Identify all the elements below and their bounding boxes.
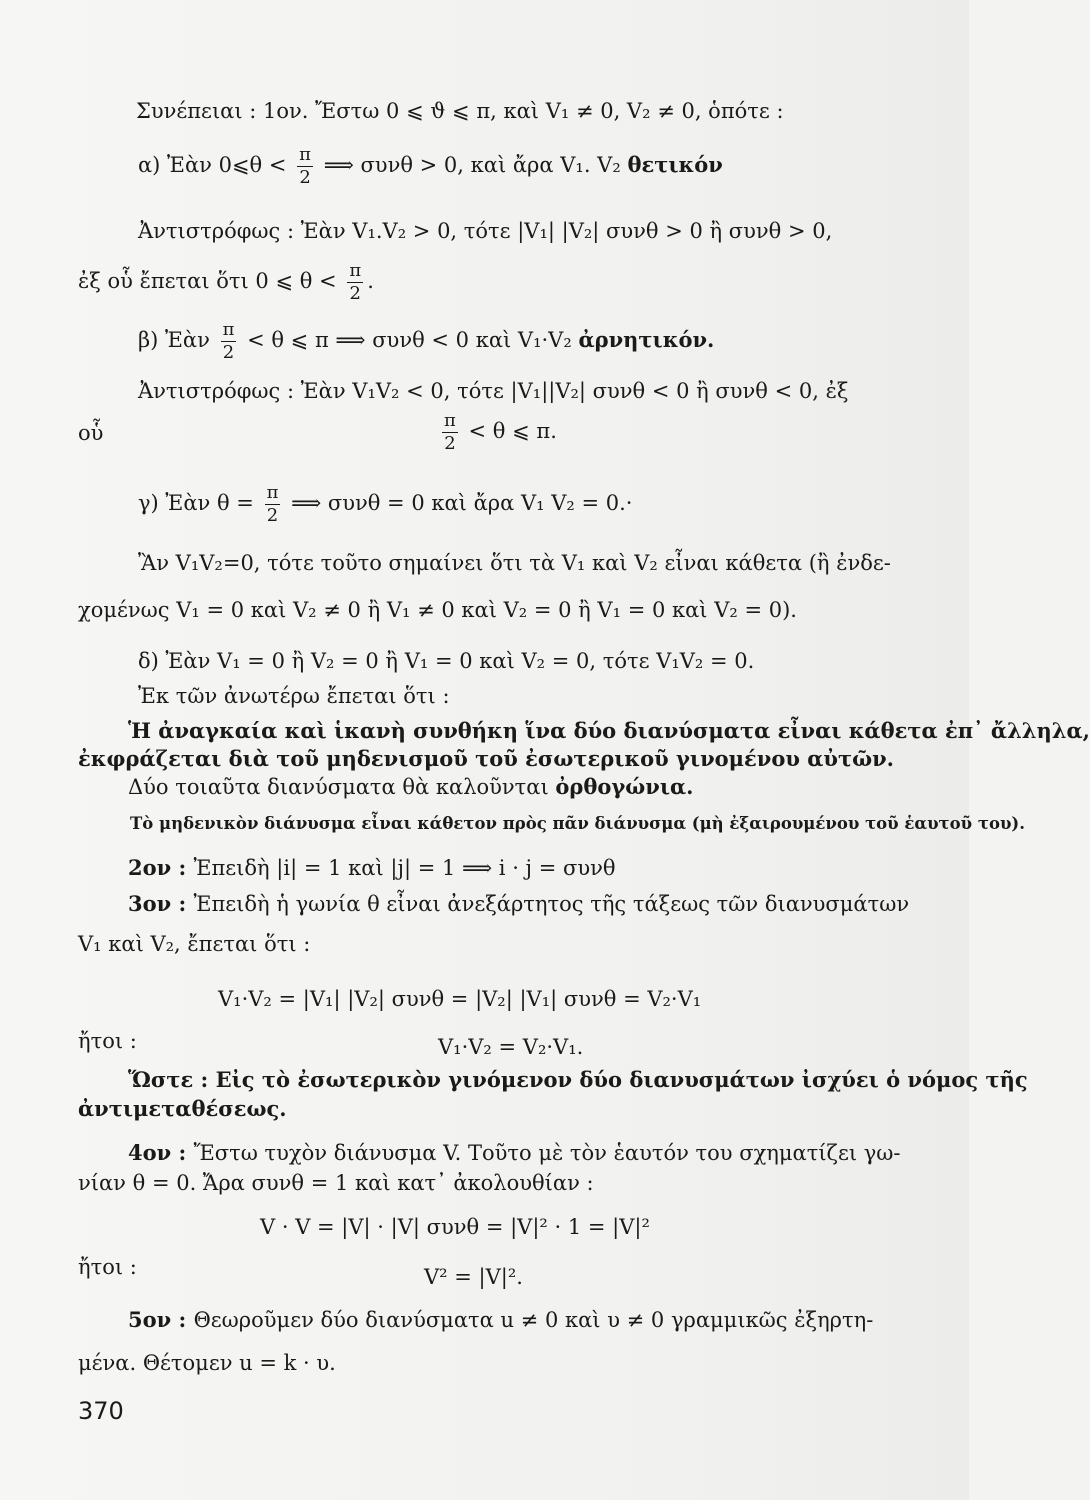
line-v1-v2 — [78, 931, 310, 957]
text-l02a: α) Ἐὰν 0⩽θ < — [138, 153, 287, 177]
text-l21b: V₁·V₂ = V₂·V₁. — [438, 1035, 584, 1059]
frac-num: π — [222, 319, 235, 340]
theorem-line-2 — [78, 746, 894, 772]
line-converse-2 — [138, 378, 848, 404]
frac-num: π — [444, 410, 456, 431]
fraction-pi-over-2 — [297, 146, 313, 187]
text-l24a: 4ον : — [128, 1140, 194, 1165]
fraction-pi-over-2 — [442, 412, 458, 453]
frac-den: 2 — [349, 283, 361, 304]
theorem-line-1 — [128, 718, 1090, 744]
text-l05c: ἀρνητικόν. — [578, 327, 715, 352]
text-l26: V · V = |V| · |V| συνθ = |V|² · 1 = |V|² — [260, 1215, 650, 1239]
text-l11: δ) Ἐὰν V₁ = 0 ἢ V₂ = 0 ἢ V₁ = 0 καὶ V₂ = 0, τότε V₁V₂ = 0. — [138, 649, 755, 673]
text-l28b: Θεωροῦμεν δύο διανύσματα u ≠ 0 καὶ υ ≠ 0 γραμμικῶς ἐξηρτη- — [193, 1308, 874, 1332]
line-case-delta — [138, 648, 754, 674]
line-hence — [128, 1067, 1028, 1093]
line-fifth — [128, 1307, 873, 1333]
line-possibly — [78, 597, 797, 623]
equation-commutative-2 — [438, 1034, 583, 1060]
line-that-is-2 — [78, 1254, 137, 1280]
frac-num: π — [266, 482, 279, 503]
page-number — [78, 1398, 124, 1424]
text-l25: νίαν θ = 0. Ἄρα συνθ = 1 καὶ κατ᾽ ἀκολουθίαν : — [78, 1171, 594, 1195]
line-from-above — [138, 683, 450, 709]
text-l09: Ἂν V₁V₂=0, τότε τοῦτο σημαίνει ὅτι τὰ V₁ καὶ V₂ εἶναι κάθετα (ἢ ἐνδε- — [138, 551, 891, 575]
text-l18b: Ἐπειδὴ ἡ γωνία θ εἶναι ἀνεξάρτητος τῆς τάξεως τῶν διανυσμάτων — [193, 892, 910, 916]
line-commutativity — [78, 1096, 287, 1122]
line-case-alpha — [138, 146, 723, 187]
fraction-pi-over-2 — [221, 321, 237, 362]
text-l08b: ⟹ συνθ = 0 καὶ ἄρα V₁ V₂ = 0.· — [291, 491, 633, 515]
frac-num: π — [349, 260, 362, 281]
line-that-is-1 — [78, 1028, 137, 1054]
frac-den: 2 — [299, 167, 311, 188]
text-l10: χομένως V₁ = 0 καὶ V₂ ≠ 0 ἢ V₁ ≠ 0 καὶ V₂ = 0 ἢ V₁ = 0 καὶ V₂ = 0). — [78, 598, 797, 622]
text-l19: V₁ καὶ V₂, ἔπεται ὅτι : — [78, 932, 311, 956]
text-l18a: 3ον : — [128, 891, 194, 916]
line-whence-2-cont — [438, 412, 557, 453]
text-l01: Συνέπειαι : 1ον. Ἔστω 0 ⩽ ϑ ⩽ π, καὶ V₁ ≠ 0, V₂ ≠ 0, ὁπότε : — [136, 99, 784, 123]
text-l13: Ἡ ἀναγκαία καὶ ἱκανὴ συνθήκη ἵνα δύο διανύσματα εἶναι κάθετα ἐπ᾽ ἄλληλα, — [128, 718, 1090, 743]
text-l27a: ἤτοι : — [78, 1255, 137, 1279]
line-orthogonal — [128, 774, 693, 800]
text-l21a: ἤτοι : — [78, 1029, 137, 1053]
line-angle-zero — [78, 1170, 594, 1196]
equation-square — [424, 1264, 523, 1290]
line-if-zero — [138, 550, 891, 576]
text-l17a: 2ον : — [128, 855, 194, 880]
text-l07b: < θ ⩽ π. — [468, 419, 557, 443]
equation-self-product — [260, 1214, 650, 1240]
frac-den: 2 — [266, 505, 279, 526]
text-l22a: Ὥστε : — [128, 1067, 216, 1092]
frac-num: π — [299, 144, 311, 165]
text-l23: ἀντιμεταθέσεως. — [78, 1096, 287, 1121]
text-l14: ἐκφράζεται διὰ τοῦ μηδενισμοῦ τοῦ ἐσωτερικοῦ γινομένου αὐτῶν. — [78, 746, 894, 771]
fraction-pi-over-2 — [265, 484, 281, 525]
text-l15b: ὀρθογώνια. — [555, 774, 694, 799]
text-l17b: Ἐπειδὴ |i| = 1 καὶ |j| = 1 ⟹ i · j = συνθ — [193, 856, 616, 880]
text-l07a: οὗ — [78, 421, 104, 445]
line-whence-1: ἐξ οὗ ἔπεται ὅτι 0 ⩽ θ < $\frac{\pi}{2}$ . — [78, 260, 374, 304]
text-l02c: θετικόν — [627, 152, 723, 177]
text-l15a: Δύο τοιαῦτα διανύσματα θὰ καλοῦνται — [128, 775, 556, 799]
frac-den: 2 — [444, 433, 456, 454]
line-fourth — [128, 1140, 901, 1166]
text-l22b: Εἰς τὸ ἐσωτερικὸν γινόμενον δύο διανυσμάτων ἰσχύει ὁ νόμος τῆς — [215, 1067, 1028, 1092]
line-whence-2 — [78, 420, 103, 446]
equation-commutative-1 — [218, 986, 701, 1012]
line-zero-vector-note — [130, 811, 1025, 837]
line-second — [128, 855, 616, 881]
fraction-pi-over-2 — [347, 262, 363, 303]
text-l04a: ἐξ οὗ ἔπεται ὅτι 0 ⩽ θ < — [78, 269, 337, 293]
line-case-gamma — [138, 484, 632, 525]
frac-den: 2 — [222, 342, 235, 363]
page-number-text: 370 — [78, 1397, 124, 1425]
line-case-beta — [138, 321, 714, 362]
line-set-u — [78, 1350, 336, 1376]
text-l05a: β) Ἐὰν — [138, 328, 210, 352]
line-third — [128, 891, 909, 917]
text-l28a: 5ον : — [128, 1307, 194, 1332]
text-l24b: Ἔστω τυχὸν διάνυσμα V. Τοῦτο μὲ τὸν ἑαυτόν του σχηματίζει γω- — [193, 1141, 901, 1165]
text-l06: Ἀντιστρόφως : Ἐὰν V₁V₂ < 0, τότε |V₁||V₂| συνθ < 0 ἢ συνθ < 0, ἐξ — [138, 379, 849, 403]
text-l16: Τὸ μηδενικὸν διάνυσμα εἶναι κάθετον πρὸς πᾶν διάνυσμα (μὴ ἐξαιρουμένου τοῦ ἑαυτοῦ του). — [130, 814, 1025, 833]
text-l29: μένα. Θέτομεν u = k · υ. — [78, 1351, 336, 1375]
text-l20: V₁·V₂ = |V₁| |V₂| συνθ = |V₂| |V₁| συνθ = V₂·V₁ — [218, 987, 702, 1011]
line-converse-1 — [138, 218, 832, 244]
text-l27b: V² = |V|². — [424, 1265, 523, 1289]
text-l12: Ἐκ τῶν ἀνωτέρω ἔπεται ὅτι : — [138, 684, 450, 708]
text-l02b: ⟹ συνθ > 0, καὶ ἄρα V₁. V₂ — [323, 153, 628, 177]
line-consequences-first — [136, 98, 784, 124]
text-l08a: γ) Ἐὰν θ = — [138, 491, 254, 515]
text-l03: Ἀντιστρόφως : Ἐὰν V₁.V₂ > 0, τότε |V₁| |V₂| συνθ > 0 ἢ συνθ > 0, — [138, 219, 833, 243]
text-l05b: < θ ⩽ π ⟹ συνθ < 0 καὶ V₁·V₂ — [247, 328, 579, 352]
